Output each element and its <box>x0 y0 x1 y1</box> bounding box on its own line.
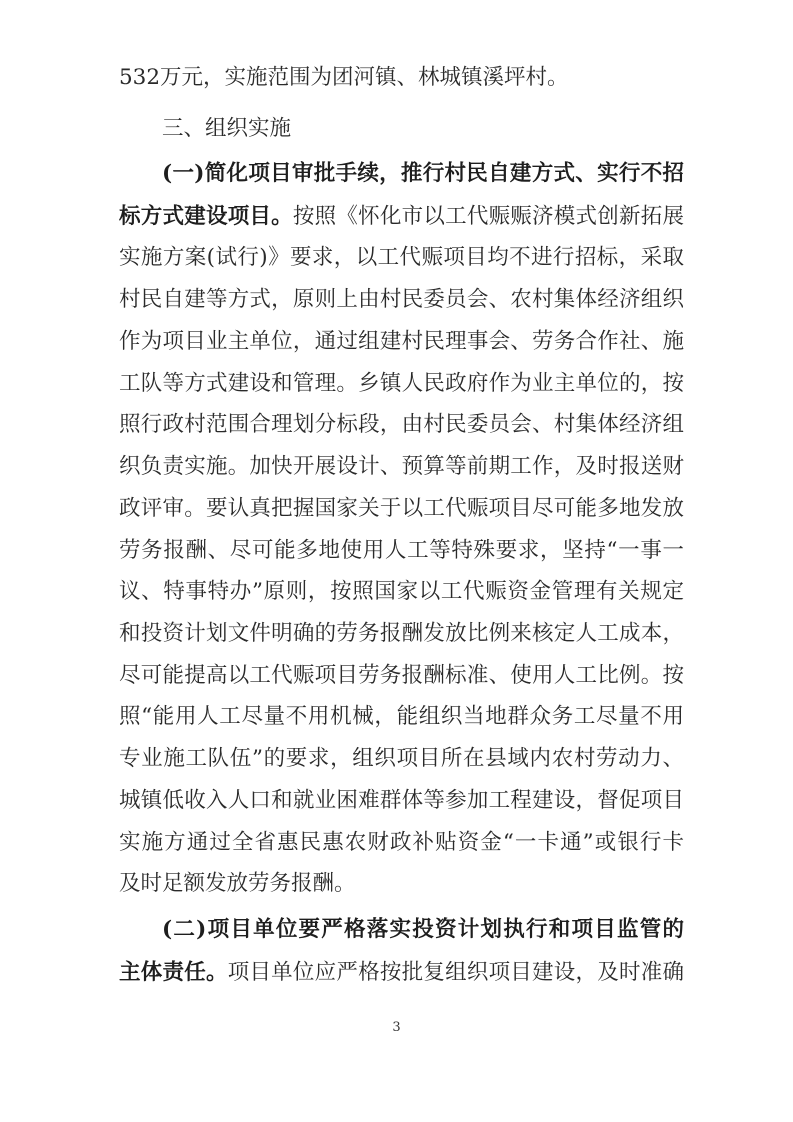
text-run: 政评审。要认真把握国家关于以工代赈项目尽可能多地发放 <box>119 496 684 521</box>
text-run: 议、特事特办”原则，按照国家以工代赈资金管理有关规定 <box>119 579 684 604</box>
text-run: 专业施工队伍”的要求，组织项目所在县域内农村劳动力、 <box>119 746 684 771</box>
text-line-20 <box>119 864 684 904</box>
text-line-13 <box>119 572 684 612</box>
subsection-heading-1 <box>162 154 684 194</box>
text-line-19 <box>119 823 684 863</box>
bold-text-run: 主体责任。 <box>119 960 228 985</box>
text-line-18 <box>119 781 684 821</box>
text-run: 实施方案(试行)》要求，以工代赈项目均不进行招标，采取 <box>119 245 684 270</box>
text-run: 532万元，实施范围为团河镇、林城镇溪坪村。 <box>119 65 569 90</box>
text-run: 实施方通过全省惠民惠农财政补贴资金“一卡通”或银行卡 <box>119 830 684 855</box>
text-line-7 <box>119 322 684 362</box>
text-line-1 <box>119 58 684 98</box>
text-run: 照行政村范围合理划分标段，由村民委员会、村集体经济组 <box>119 412 684 437</box>
subsection-heading-2 <box>162 910 684 950</box>
text-run: 织负责实施。加快开展设计、预算等前期工作，及时报送财 <box>119 454 684 479</box>
text-run: 工队等方式建设和管理。乡镇人民政府作为业主单位的，按 <box>119 371 684 396</box>
text-run: 和投资计划文件明确的劳务报酬发放比例来核定人工成本， <box>119 621 684 646</box>
text-run: 城镇低收入人口和就业困难群体等参加工程建设，督促项目 <box>119 788 684 813</box>
text-run: 三、组织实施 <box>162 116 292 141</box>
text-line-15 <box>119 656 684 696</box>
text-run: 尽可能提高以工代赈项目劳务报酬标准、使用人工比例。按 <box>119 663 684 688</box>
text-line-10 <box>119 447 684 487</box>
text-line-4 <box>119 197 684 237</box>
text-run: 村民自建等方式，原则上由村民委员会、农村集体经济组织 <box>119 287 684 312</box>
text-line-9 <box>119 405 684 445</box>
text-line-22 <box>119 953 684 993</box>
text-run: 作为项目业主单位，通过组建村民理事会、劳务合作社、施 <box>119 329 684 354</box>
text-run: 及时足额发放劳务报酬。 <box>119 871 356 896</box>
text-run: 劳务报酬、尽可能多地使用人工等特殊要求，坚持“一事一 <box>119 538 684 563</box>
text-line-16 <box>119 697 684 737</box>
text-line-8 <box>119 364 684 404</box>
page-number: 3 <box>392 1020 401 1035</box>
text-line-5 <box>119 238 684 278</box>
text-line-17 <box>119 739 684 779</box>
section-heading-3 <box>162 109 684 149</box>
text-run: 项目单位应严格按批复组织项目建设，及时准确 <box>227 960 684 985</box>
text-run: 照“能用人工尽量不用机械，能组织当地群众务工尽量不用 <box>119 704 684 729</box>
text-line-12 <box>119 531 684 571</box>
bold-text-run: (一)简化项目审批手续，推行村民自建方式、实行不招 <box>162 161 684 186</box>
bold-text-run: 标方式建设项目。 <box>119 204 293 229</box>
text-line-11 <box>119 489 684 529</box>
text-run: 按照《怀化市以工代赈赈济模式创新拓展 <box>292 204 684 229</box>
bold-text-run: (二)项目单位要严格落实投资计划执行和项目监管的 <box>162 917 684 942</box>
text-line-6 <box>119 280 684 320</box>
text-line-14 <box>119 614 684 654</box>
